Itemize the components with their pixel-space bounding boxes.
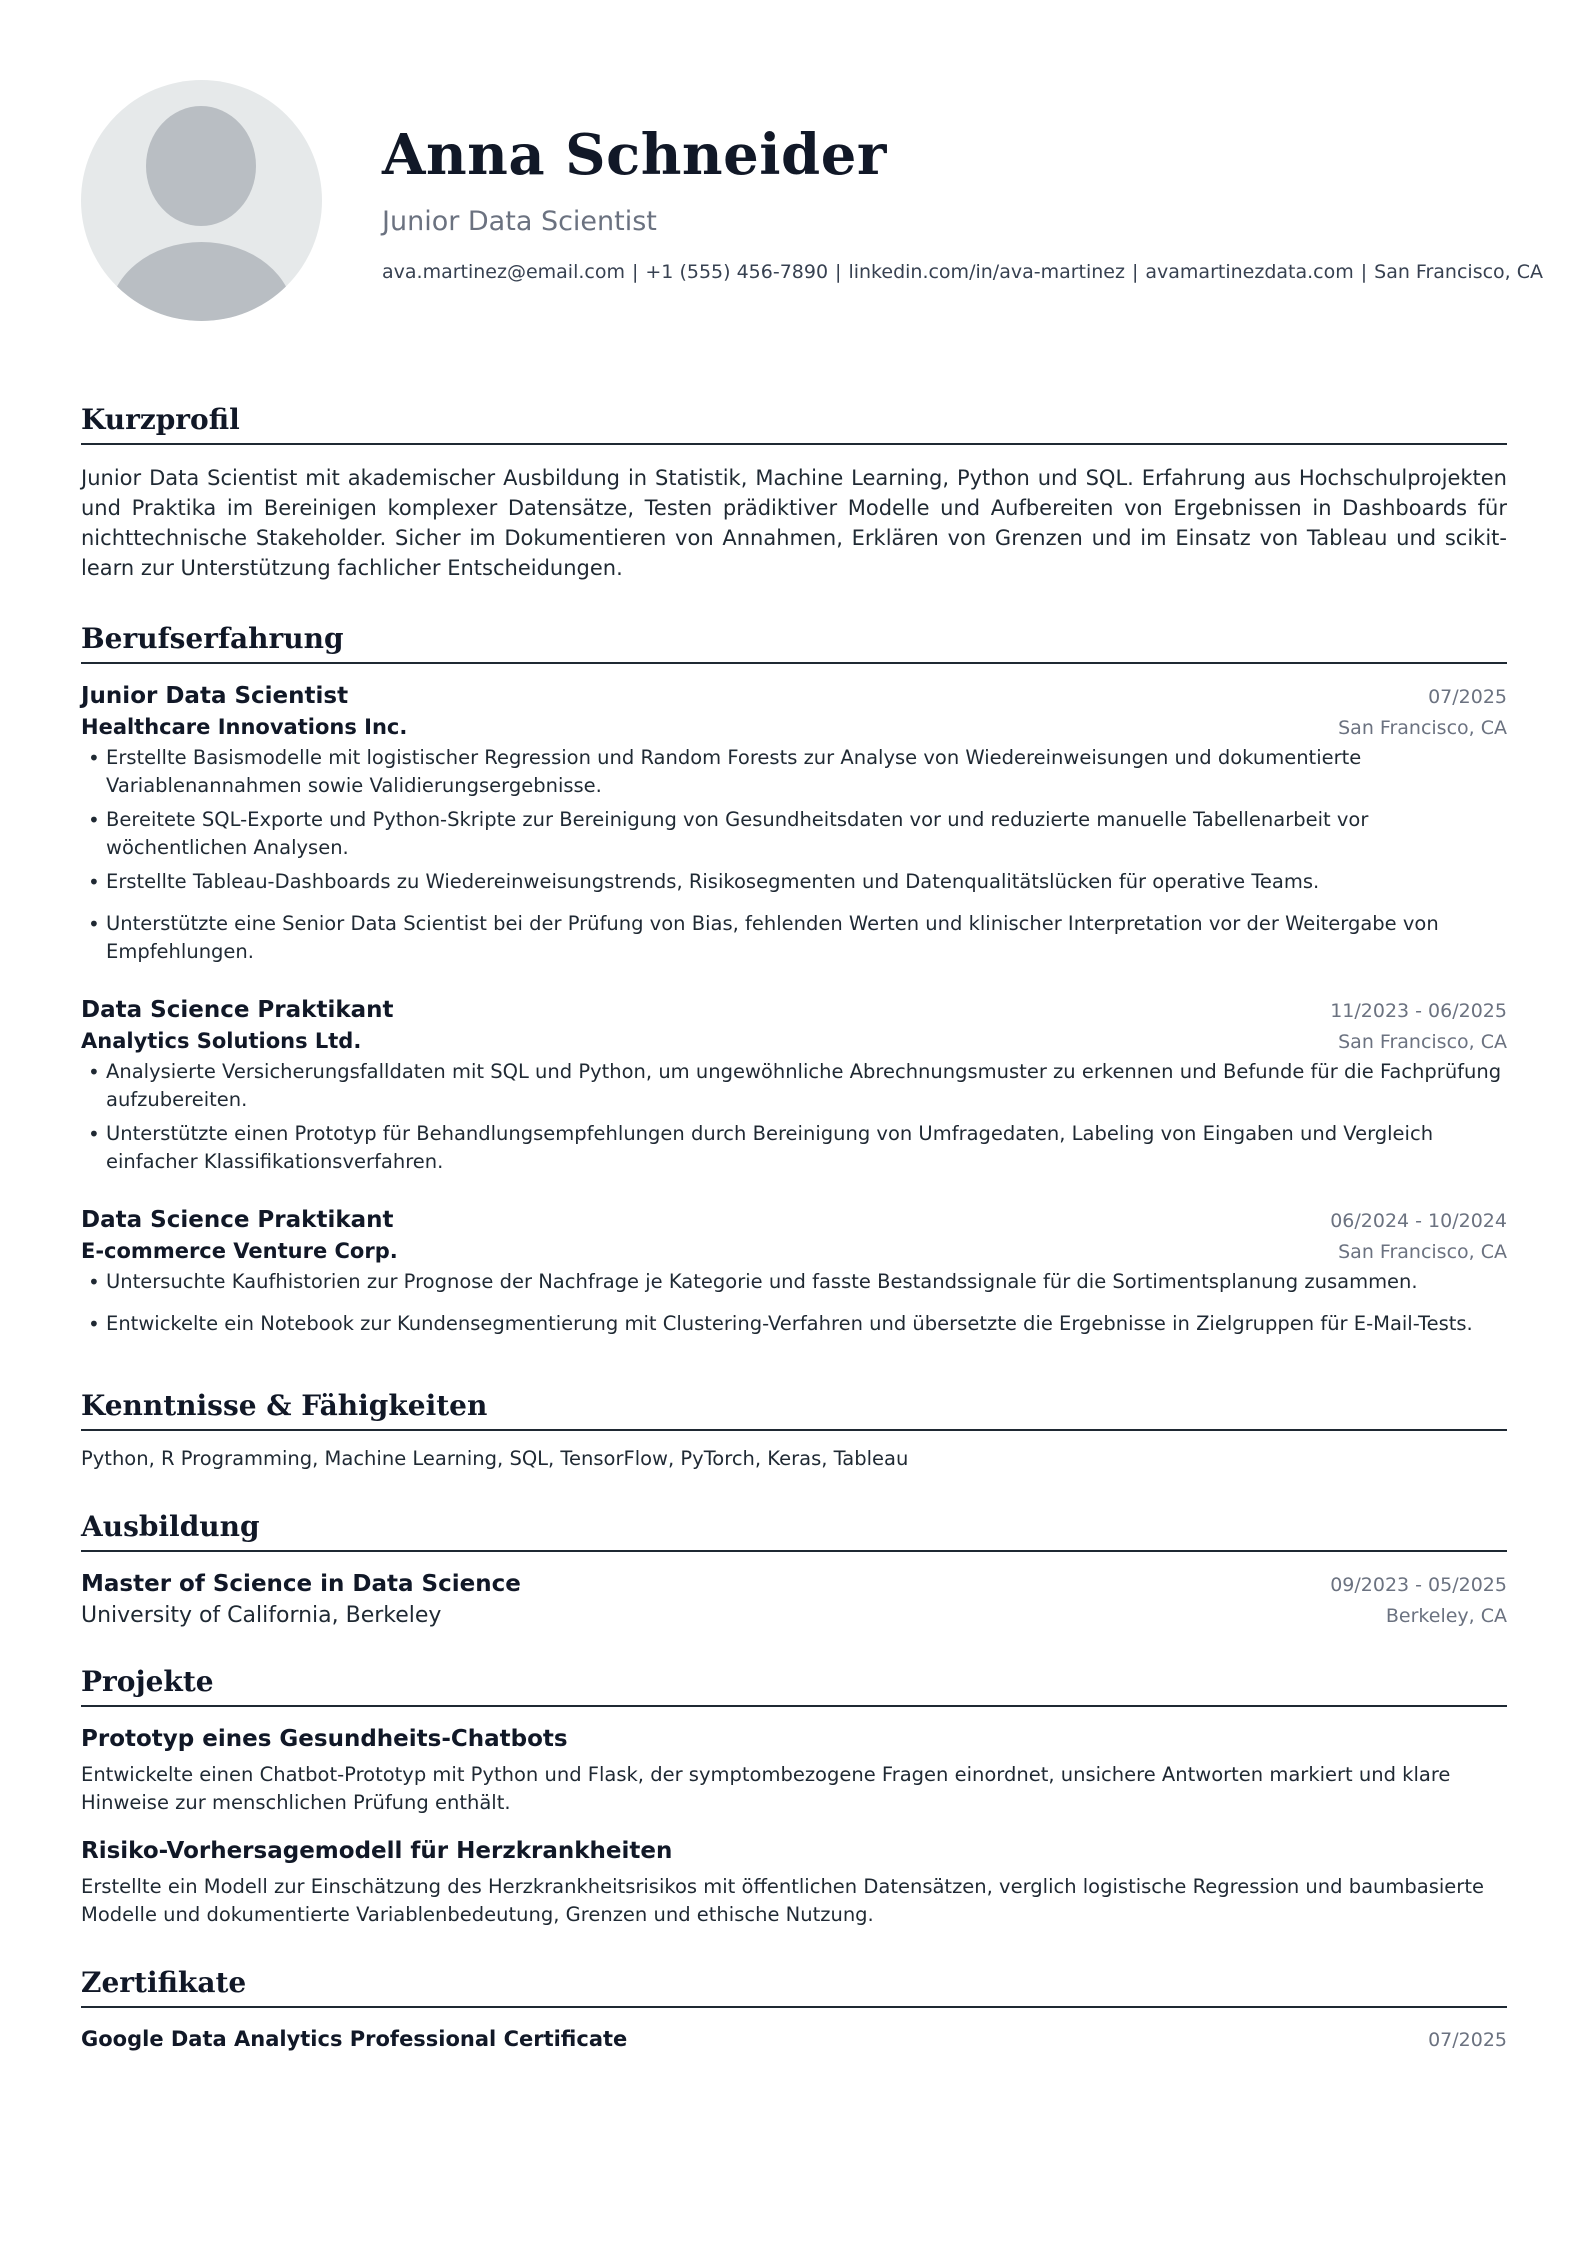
project-title: Risiko-Vorhersagemodell für Herzkrankheiten [81,1838,673,1864]
contact-line [382,259,1543,285]
resume-header [81,0,1544,380]
list-item: • Unterstützte einen Prototyp für Behandlungsempfehlungen durch Bereinigung von Umfragedaten, Labeling von Eingaben und Vergleich einfacher Klassifikationsverfahren. [81,1120,1507,1176]
certificate-entry [81,2024,1507,2054]
job-date: 06/2024 - 10/2024 [1330,1210,1507,1232]
skills-section [81,1388,1507,1473]
candidate-name: Anna Schneider [382,122,887,188]
certificates-heading: Zertifikate [81,1965,1507,2008]
education-heading: Ausbildung [81,1509,1507,1552]
job-entry [81,994,1507,1176]
contact-website[interactable]: avamartinezdata.com [1145,261,1354,283]
list-item: • Entwickelte ein Notebook zur Kundensegmentierung mit Clustering-Verfahren und übersetzte die Ergebnisse in Zielgruppen für E-Mail-Tests. [81,1310,1507,1338]
avatar [81,80,322,321]
list-item: • Unterstützte eine Senior Data Scientist bei der Prüfung von Bias, fehlenden Werten und klinischer Interpretation vor der Weitergabe von Empfehlungen. [81,910,1507,966]
education-entry [81,1568,1507,1632]
education-date: 09/2023 - 05/2025 [1330,1574,1507,1596]
job-entry [81,1204,1507,1338]
profile-section [81,402,1507,583]
experience-section [81,621,1507,1338]
list-item: • Erstellte Tableau-Dashboards zu Wiedereinweisungstrends, Risikosegmenten und Datenqualitätslücken für operative Teams. [81,868,1507,896]
job-date: 11/2023 - 06/2025 [1330,1000,1507,1022]
contact-phone[interactable]: +1 (555) 456-7890 [645,261,829,283]
contact-location: San Francisco, CA [1374,261,1544,283]
skills-text: Python, R Programming, Machine Learning, SQL, TensorFlow, PyTorch, Keras, Tableau [81,1447,909,1470]
contact-separator: | [835,261,842,283]
contact-separator: | [1131,261,1139,283]
project-description: Erstellte ein Modell zur Einschätzung des Herzkrankheitsrisikos mit öffentlichen Datensätzen, verglich logistische Regression und baumbasierte Modelle und dokumentierte Variablenbedeutung, Grenzen und ethische Nutzung. [81,1875,1484,1926]
certificates-section [81,1965,1507,2054]
candidate-title: Junior Data Scientist [382,206,657,237]
job-company: Healthcare Innovations Inc. [81,715,408,739]
job-bullets [81,1058,1507,1176]
experience-heading: Berufserfahrung [81,621,1507,664]
profile-text: Junior Data Scientist mit akademischer Ausbildung in Statistik, Machine Learning, Python und SQL. Erfahrung aus Hochschulprojekten und Praktika im Bereinigen komplexer Datensätze, Testen prädiktiver Modelle und Aufbereiten von Ergebnissen in Dashboards für nichttechnische Stakeholder. Sicher im Dokumentieren von Annahmen, Erklären von Grenzen und im Einsatz von Tableau und scikit-learn zur Unterstützung fachlicher Entscheidungen. [81,466,1507,580]
job-company: E-commerce Venture Corp. [81,1239,398,1263]
certificate-title: Google Data Analytics Professional Certificate [81,2027,628,2051]
list-item: • Erstellte Basismodelle mit logistischer Regression und Random Forests zur Analyse von Wiedereinweisungen und dokumentierte Variablenannahmen sowie Validierungsergebnisse. [81,744,1507,800]
list-item: • Bereitete SQL-Exporte und Python-Skripte zur Bereinigung von Gesundheitsdaten vor und reduzierte manuelle Tabellenarbeit vor wöchentlichen Analysen. [81,806,1507,862]
list-item: • Untersuchte Kaufhistorien zur Prognose der Nachfrage je Kategorie und fasste Bestandssignale für die Sortimentsplanung zusammen. [81,1268,1507,1296]
list-item: • Analysierte Versicherungsfalldaten mit SQL und Python, um ungewöhnliche Abrechnungsmuster zu erkennen und Befunde für die Fachprüfung aufzubereiten. [81,1058,1507,1114]
job-role: Junior Data Scientist [81,683,349,709]
job-role: Data Science Praktikant [81,997,394,1023]
contact-separator: | [1360,261,1368,283]
avatar-head-shape [146,106,256,226]
project-description: Entwickelte einen Chatbot-Prototyp mit Python und Flask, der symptombezogene Fragen einordnet, unsichere Antworten markiert und klare Hinweise zur menschlichen Prüfung enthält. [81,1763,1451,1814]
education-location: Berkeley, CA [1385,1605,1507,1627]
skills-heading: Kenntnisse & Fähigkeiten [81,1388,1507,1431]
job-entry [81,680,1507,966]
job-location: San Francisco, CA [1338,1031,1507,1053]
job-location: San Francisco, CA [1338,1241,1507,1263]
education-school: University of California, Berkeley [81,1603,442,1628]
project-title: Prototyp eines Gesundheits-Chatbots [81,1726,568,1752]
certificate-date: 07/2025 [1428,2029,1507,2051]
contact-separator: | [631,261,639,283]
avatar-body-shape [109,242,294,321]
projects-section [81,1664,1507,1929]
job-company: Analytics Solutions Ltd. [81,1029,362,1053]
job-location: San Francisco, CA [1338,717,1507,739]
education-section [81,1509,1507,1632]
job-role: Data Science Praktikant [81,1207,394,1233]
job-bullets [81,744,1507,966]
job-date: 07/2025 [1428,686,1507,708]
contact-linkedin[interactable]: linkedin.com/in/ava-martinez [848,261,1125,283]
projects-heading: Projekte [81,1664,1507,1707]
profile-heading: Kurzprofil [81,402,1507,445]
job-bullets [81,1268,1507,1338]
education-degree: Master of Science in Data Science [81,1571,521,1597]
contact-email[interactable]: ava.martinez@email.com [382,261,625,283]
